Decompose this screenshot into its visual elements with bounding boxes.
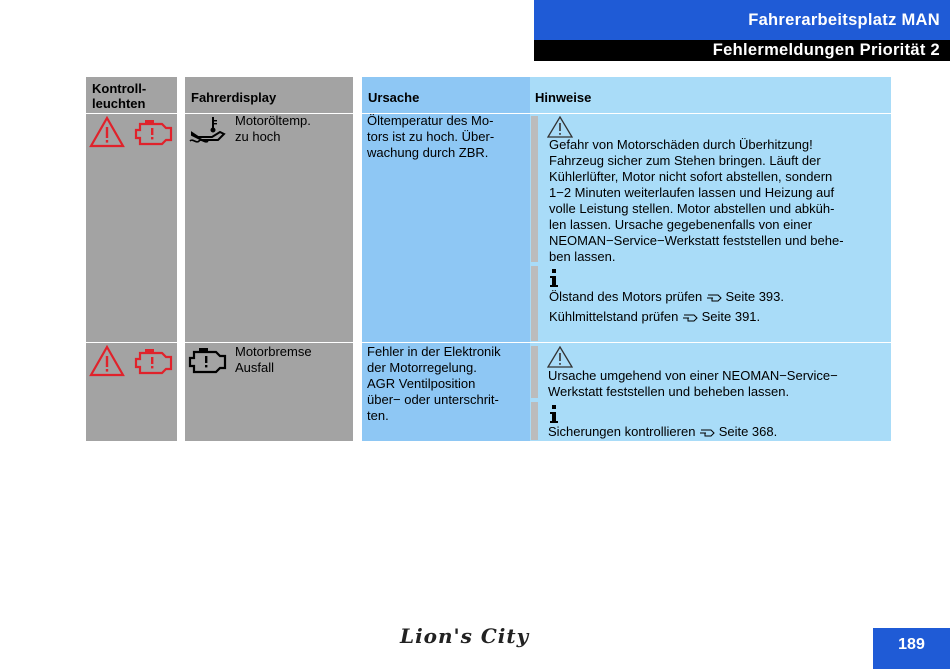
pointing-hand-icon bbox=[706, 293, 722, 303]
info-text: Kühlmittelstand prüfen bbox=[549, 309, 679, 324]
warning-text: Ursache umgehend von einer NEOMAN−Service− Werkstatt feststellen und beheben lassen. bbox=[548, 368, 838, 399]
display-message-text: Motoröltemp. zu hoch bbox=[235, 113, 311, 144]
oil-temperature-icon bbox=[188, 115, 228, 147]
row-divider bbox=[86, 342, 891, 343]
display-message-text: Motorbremse Ausfall bbox=[235, 344, 312, 375]
pointing-hand-icon bbox=[682, 313, 698, 323]
note-strip bbox=[531, 402, 538, 440]
page-reference[interactable]: Seite 393. bbox=[725, 289, 784, 304]
caution-triangle-icon bbox=[547, 346, 573, 368]
lions-city-logo: Lion's City bbox=[400, 624, 530, 648]
page-reference[interactable]: Seite 368. bbox=[718, 424, 778, 439]
engine-brake-icon bbox=[188, 346, 228, 374]
info-text: Sicherungen kontrollieren bbox=[548, 424, 696, 439]
info-text: Ölstand des Motors prüfen bbox=[549, 289, 703, 304]
warning-triangle-icon bbox=[89, 345, 125, 377]
info-icon bbox=[548, 268, 560, 288]
note-strip bbox=[531, 346, 538, 398]
engine-warning-icon bbox=[134, 347, 174, 375]
col-header-ursache: Ursache bbox=[368, 90, 420, 105]
pointing-hand-icon bbox=[699, 428, 715, 438]
ursache-text: Fehler in der Elektronik der Motorregelung. AGR Ventilposition über− oder unterschrit- ten. bbox=[367, 344, 501, 423]
note-strip bbox=[531, 266, 538, 341]
info-line bbox=[549, 309, 760, 325]
info-icon bbox=[548, 404, 560, 424]
page-reference[interactable]: Seite 391. bbox=[701, 309, 761, 324]
warning-triangle-icon bbox=[89, 116, 125, 148]
info-line bbox=[549, 289, 784, 305]
page-header-title: Fahrerarbeitsplatz MAN bbox=[748, 11, 940, 29]
info-line bbox=[548, 424, 777, 440]
warning-text: Gefahr von Motorschäden durch Überhitzung! Fahrzeug sicher zum Stehen bringen. Läuft der Kühlerlüfter, Motor nicht sofort abstellen, sondern 1−2 Minuten weiterlaufen lassen und Heizung auf volle Leistung stellen. Motor abstellen und abküh- len lassen. Ursache gegebenenfalls von einer NEOMAN−Service−Werkstatt feststellen und behe- ben lassen. bbox=[549, 137, 844, 264]
engine-warning-icon bbox=[134, 118, 174, 146]
caution-triangle-icon bbox=[547, 116, 573, 138]
note-strip bbox=[531, 116, 538, 262]
ursache-text: Öltemperatur des Mo- tors ist zu hoch. Über- wachung durch ZBR. bbox=[367, 113, 495, 160]
page-number: 189 bbox=[898, 636, 925, 653]
col-header-kontroll: Kontroll- leuchten bbox=[92, 81, 147, 111]
col-header-display: Fahrerdisplay bbox=[191, 90, 277, 105]
page-header-subtitle: Fehlermeldungen Priorität 2 bbox=[712, 41, 940, 59]
col-header-hinweise: Hinweise bbox=[535, 90, 592, 105]
